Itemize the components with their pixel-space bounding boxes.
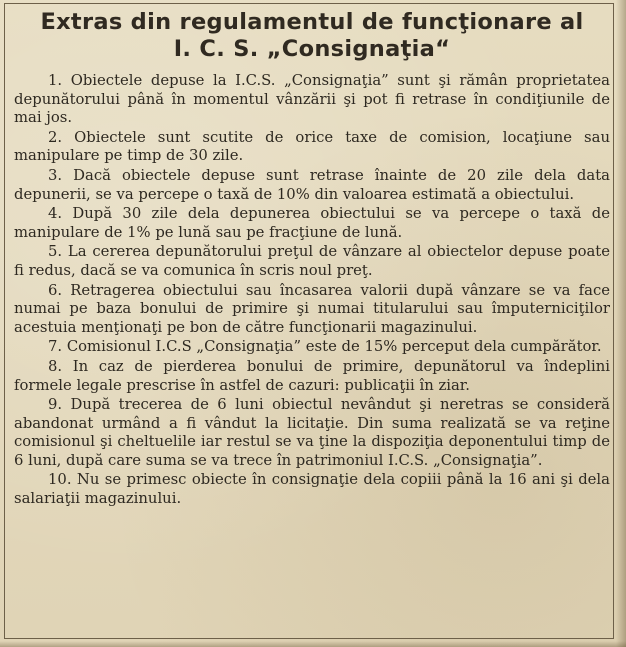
regulation-item-5: 5. La cererea depunătorului preţul de vânzare al obiectelor depuse poate fi redus, dacă se va comunica în scris noul preţ. bbox=[14, 243, 610, 279]
paper-edge-shadow-bottom bbox=[0, 641, 626, 647]
paper-edge-shadow-right bbox=[616, 0, 626, 647]
regulation-item-7: 7. Comisionul I.C.S „Consignaţia” este de 15% perceput dela cumpărător. bbox=[48, 338, 602, 356]
regulation-text bbox=[14, 72, 610, 510]
regulation-item-3: 3. Dacă obiectele depuse sunt retrase înainte de 20 zile dela data depunerii, se va percepe o taxă de 10% din valoarea estimată a obiectului. bbox=[14, 166, 610, 203]
regulation-item-2: 2. Obiectele sunt scutite de orice taxe de comision, locaţiune sau manipulare pe timp de 30 zile. bbox=[14, 128, 610, 165]
title-line-2: I. C. S. „Consignaţia“ bbox=[173, 36, 451, 62]
regulation-item-6: 6. Retragerea obiectului sau încasarea valorii după vânzare se va face numai pe baza bonului de primire şi numai titularului sau împuterniciţilor acestuia menţionaţi pe bon de către funcţionarii magazinului. bbox=[14, 281, 610, 336]
regulation-item-1: 1. Obiectele depuse la I.C.S. „Consignaţia” sunt şi rămân proprietatea depunătorului până în momentul vânzării şi pot fi retrase în condiţiunile de mai jos. bbox=[14, 72, 610, 127]
title-line-1: Extras din regulamentul de funcţionare al bbox=[40, 9, 584, 35]
regulation-item-10: 10. Nu se primesc obiecte în consignaţie dela copiii până la 16 ani şi dela salariaţii magazinului. bbox=[14, 471, 610, 508]
document-title bbox=[14, 9, 610, 63]
regulation-item-8: 8. In caz de pierderea bonului de primire, depunătorul va îndeplini formele legale prescrise în astfel de cazuri: publicaţii în ziar. bbox=[14, 357, 610, 394]
regulation-item-4: 4. După 30 zile dela depunerea obiectului se va percepe o taxă de manipulare de 1% pe lună sau pe fracţiune de lună. bbox=[14, 205, 610, 241]
regulation-item-9: 9. După trecerea de 6 luni obiectul nevândut şi neretras se consideră abandonat urmând a fi vândut la licitaţie. Din suma realizată se va reţine comisionul şi cheltuelile iar restul se va ţine la dispoziţia deponentului timp de 6 luni, după care suma se va trece în patrimoniul I.C.S. „Consignaţia”. bbox=[14, 396, 610, 469]
